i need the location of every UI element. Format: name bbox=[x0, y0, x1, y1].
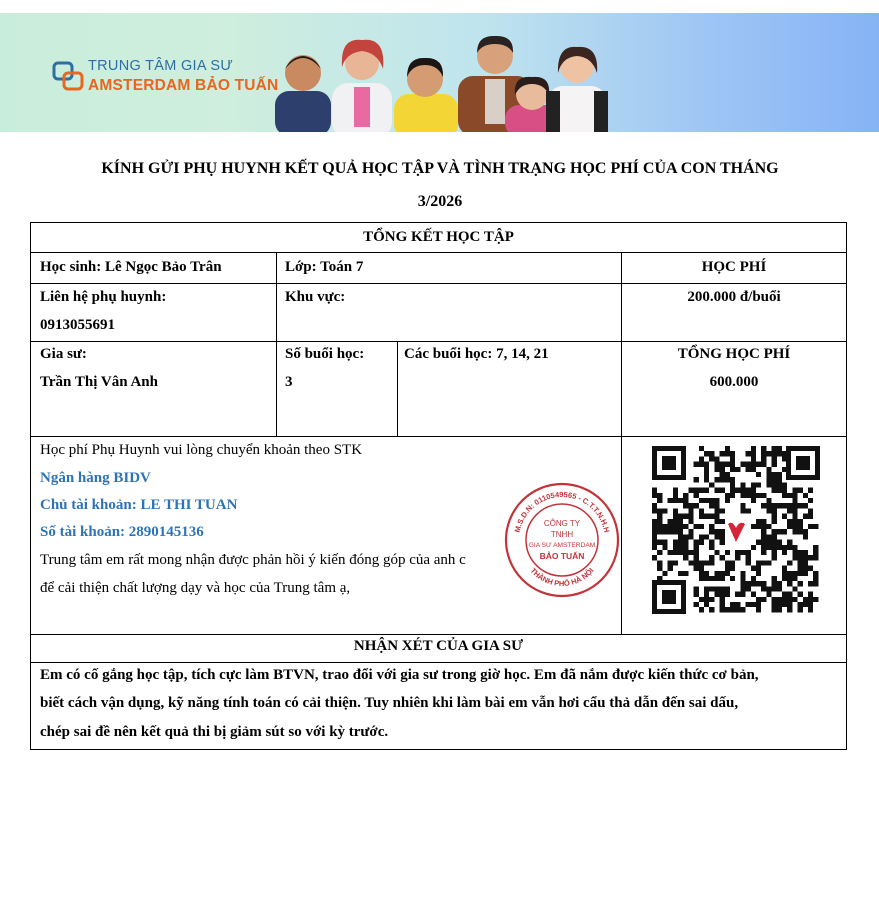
banner-people-photo bbox=[270, 31, 620, 132]
session-dates: Các buổi học: 7, 14, 21 bbox=[404, 346, 549, 362]
class-name: Lớp: Toán 7 bbox=[285, 259, 364, 275]
parent-contact-value: 0913055691 bbox=[40, 317, 115, 333]
total-fee-label: TỔNG HỌC PHÍ bbox=[677, 346, 791, 362]
student-name: Học sinh: Lê Ngọc Bảo Trân bbox=[40, 259, 222, 275]
review-line1: Em có cố gắng học tập, tích cực làm BTVN, trao đổi với gia sư trong giờ học. Em đã nắm được kiến thức cơ bản, bbox=[40, 667, 759, 683]
payment-instruction: Học phí Phụ Huynh vui lòng chuyển khoản theo STK bbox=[40, 442, 363, 458]
svg-text:CÔNG TY: CÔNG TY bbox=[543, 519, 581, 528]
total-fee-value: 600.000 bbox=[709, 374, 759, 390]
svg-text:THÀNH PHỐ HÀ NỘI: THÀNH PHỐ HÀ NỘI bbox=[528, 566, 596, 589]
feedback-text-line1: Trung tâm em rất mong nhận được phản hồi ý kiến đóng góp của anh c bbox=[40, 552, 466, 568]
page-title: KÍNH GỬI PHỤ HUYNH KẾT QUẢ HỌC TẬP VÀ TÌNH TRẠNG HỌC PHÍ CỦA CON THÁNG bbox=[101, 160, 779, 177]
tutor-name: Trần Thị Vân Anh bbox=[40, 374, 158, 390]
svg-text:BẢO TUẤN: BẢO TUẤN bbox=[539, 551, 585, 561]
fee-header: HỌC PHÍ bbox=[701, 259, 767, 275]
page-title-month: 3/2026 bbox=[417, 193, 463, 210]
account-number: Số tài khoản: 2890145136 bbox=[40, 524, 204, 540]
review-line3: chép sai đề nên kết quả thi bị giảm sút so với kỳ trước. bbox=[40, 724, 389, 740]
qr-code-icon bbox=[650, 444, 822, 616]
account-holder: Chủ tài khoản: LE THI TUAN bbox=[40, 497, 238, 513]
feedback-text-line2: để cải thiện chất lượng dạy và học của Trung tâm ạ, bbox=[40, 580, 351, 596]
logo-icon bbox=[52, 61, 84, 91]
review-title: NHẬN XÉT CỦA GIA SƯ bbox=[353, 638, 524, 654]
parent-contact-label: Liên hệ phụ huynh: bbox=[40, 289, 167, 305]
header-banner bbox=[0, 13, 879, 132]
area-label: Khu vực: bbox=[285, 289, 346, 305]
fee-per-session: 200.000 đ/buổi bbox=[687, 289, 781, 305]
svg-text:GIA SƯ AMSTERDAM: GIA SƯ AMSTERDAM bbox=[528, 542, 596, 549]
tutor-label: Gia sư: bbox=[40, 346, 87, 362]
review-line2: biết cách vận dụng, kỹ năng tính toán có cải thiện. Tuy nhiên khi làm bài em vẫn hơi cẩu thả dẫn đến sai dấu, bbox=[40, 695, 739, 711]
summary-title: TỔNG KẾT HỌC TẬP bbox=[363, 229, 514, 245]
brand-name-top: TRUNG TÂM GIA SƯ bbox=[88, 58, 234, 74]
brand-name-bottom: AMSTERDAM BẢO TUẤN bbox=[88, 77, 279, 94]
bank-name: Ngân hàng BIDV bbox=[40, 470, 151, 486]
sessions-value: 3 bbox=[285, 374, 293, 390]
company-stamp-icon bbox=[503, 481, 621, 599]
sessions-label: Số buổi học: bbox=[285, 346, 365, 362]
svg-text:TNHH: TNHH bbox=[550, 530, 574, 539]
svg-text:M.S.D.N: 0110549565 - C.T.T.N.: M.S.D.N: 0110549565 - C.T.T.N.H.H bbox=[512, 489, 612, 534]
